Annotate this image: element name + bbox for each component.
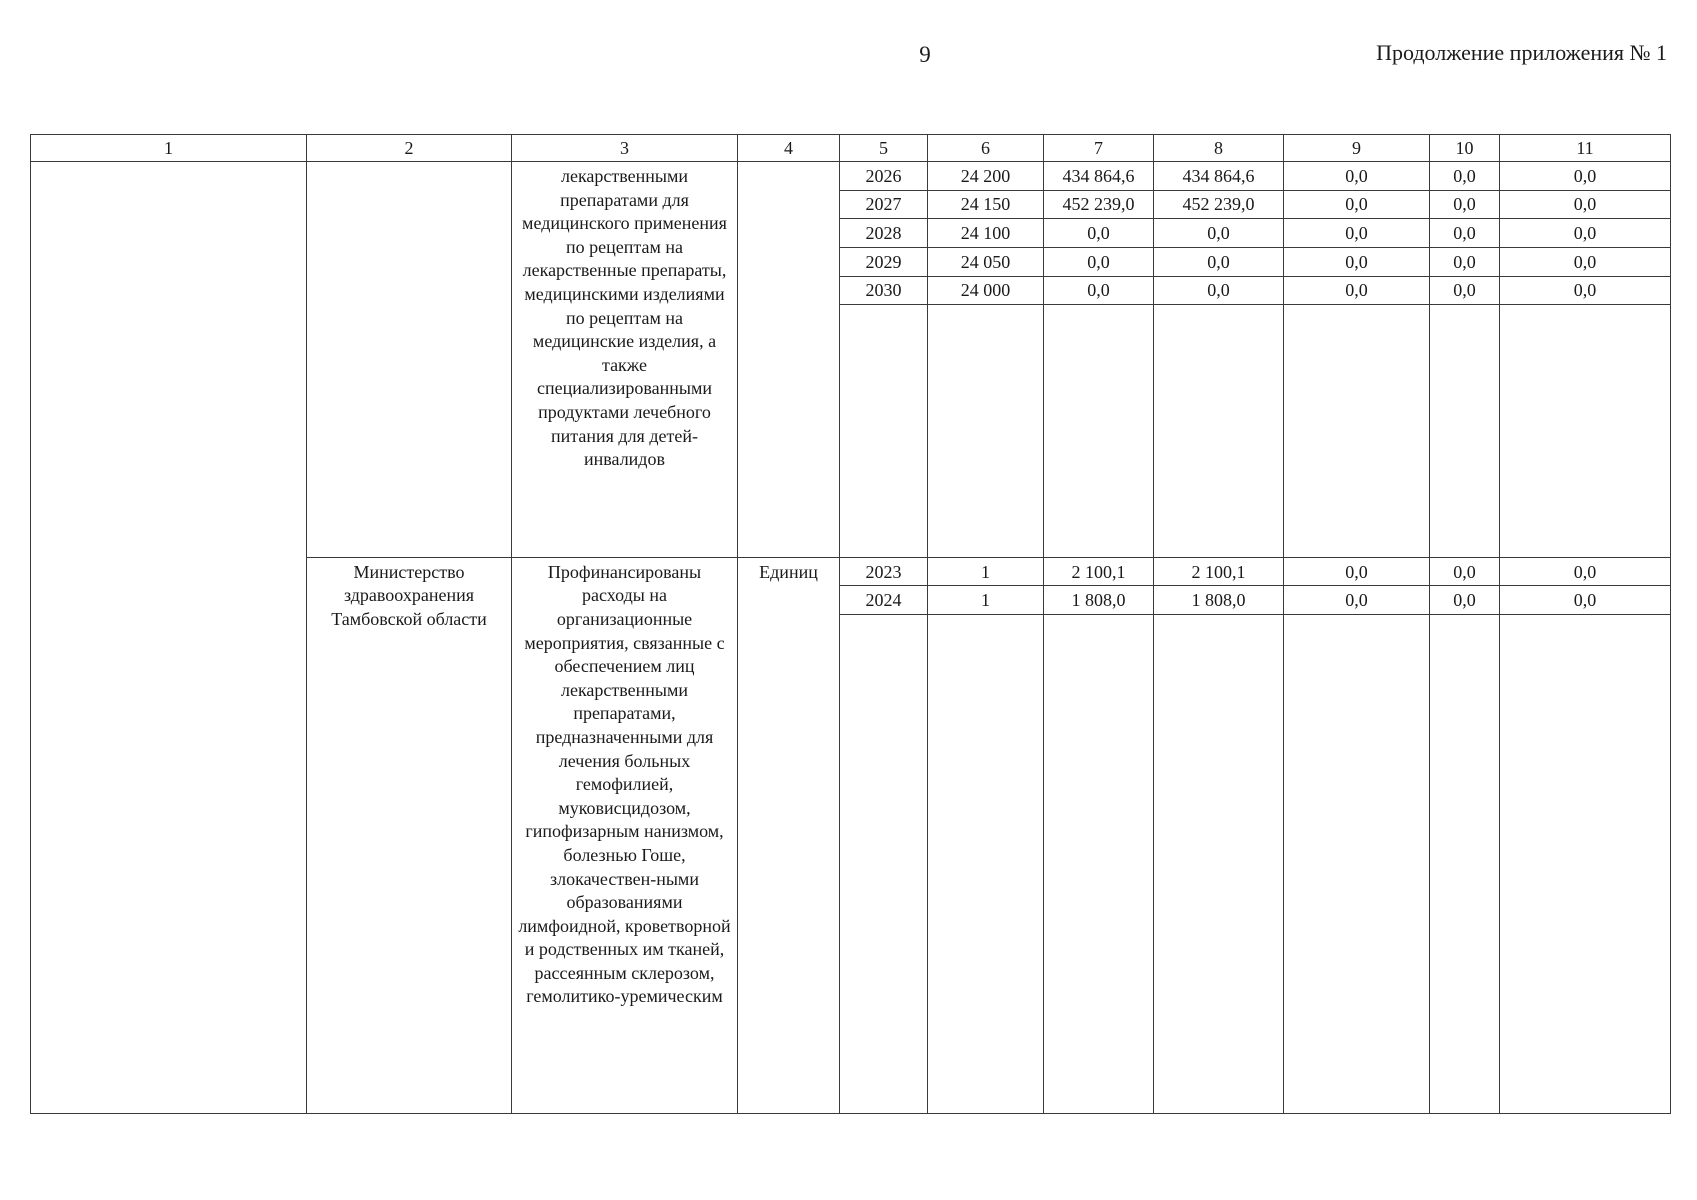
value-cell: 0,0 <box>1500 276 1671 305</box>
empty-cell <box>1500 615 1671 1114</box>
value-cell: 2 100,1 <box>1044 557 1154 586</box>
value-cell: 1 <box>928 586 1044 615</box>
value-cell: 0,0 <box>1044 276 1154 305</box>
column-header: 6 <box>928 135 1044 162</box>
value-cell: 0,0 <box>1500 586 1671 615</box>
value-cell: 0,0 <box>1500 190 1671 219</box>
value-cell: 24 150 <box>928 190 1044 219</box>
value-cell: 434 864,6 <box>1154 162 1284 191</box>
value-cell: 0,0 <box>1430 247 1500 276</box>
value-cell: 24 050 <box>928 247 1044 276</box>
column-header: 8 <box>1154 135 1284 162</box>
column-header: 2 <box>307 135 512 162</box>
year-cell: 2029 <box>840 247 928 276</box>
column-header: 10 <box>1430 135 1500 162</box>
empty-cell <box>1430 615 1500 1114</box>
header-row <box>31 135 1671 162</box>
value-cell: 0,0 <box>1154 247 1284 276</box>
empty-cell <box>1284 615 1430 1114</box>
value-cell: 0,0 <box>1154 219 1284 248</box>
value-cell: 0,0 <box>1284 276 1430 305</box>
column-header: 3 <box>512 135 738 162</box>
unit-cell: Единиц <box>738 557 840 1113</box>
column-header: 7 <box>1044 135 1154 162</box>
value-cell: 1 808,0 <box>1154 586 1284 615</box>
indicator-description: Профинансированы расходы на организационные мероприятия, связанные с обеспечением лиц лекарственными препаратами, предназначенными для лечения больных гемофилией, муковисцидозом, гипофизарным нанизмом, болезнью Гоше, злокачествен-ными образованиями лимфоидной, кроветворной и родственных им тканей, рассеянным склерозом, гемолитико-уремическим <box>512 557 738 1113</box>
responsible-executor: Министерство здравоохранения Тамбовской области <box>307 557 512 1113</box>
empty-cell <box>928 305 1044 558</box>
value-cell: 0,0 <box>1284 190 1430 219</box>
empty-cell <box>928 615 1044 1114</box>
value-cell: 24 100 <box>928 219 1044 248</box>
empty-cell <box>1154 615 1284 1114</box>
table-row <box>31 162 1671 191</box>
column-header: 11 <box>1500 135 1671 162</box>
value-cell: 0,0 <box>1284 219 1430 248</box>
empty-cell <box>1284 305 1430 558</box>
indicator-description: лекарственными препаратами для медицинского применения по рецептам на лекарственные препараты, медицинскими изделиями по рецептам на медицинские изделия, а также специализированными продуктами лечебного питания для детей-инвалидов <box>512 162 738 558</box>
value-cell: 0,0 <box>1044 247 1154 276</box>
empty-cell <box>1044 615 1154 1114</box>
empty-cell <box>1044 305 1154 558</box>
value-cell: 2 100,1 <box>1154 557 1284 586</box>
value-cell: 0,0 <box>1500 162 1671 191</box>
value-cell: 24 000 <box>928 276 1044 305</box>
col2-cell <box>307 162 512 558</box>
value-cell: 0,0 <box>1430 219 1500 248</box>
column-header: 9 <box>1284 135 1430 162</box>
empty-cell <box>1154 305 1284 558</box>
value-cell: 0,0 <box>1284 586 1430 615</box>
value-cell: 434 864,6 <box>1044 162 1154 191</box>
year-cell: 2027 <box>840 190 928 219</box>
data-table <box>30 134 1671 1114</box>
value-cell: 0,0 <box>1500 247 1671 276</box>
unit-cell <box>738 162 840 558</box>
value-cell: 0,0 <box>1500 557 1671 586</box>
page-number: 9 <box>919 42 931 67</box>
value-cell: 0,0 <box>1430 557 1500 586</box>
empty-cell <box>1430 305 1500 558</box>
column-header: 5 <box>840 135 928 162</box>
value-cell: 0,0 <box>1044 219 1154 248</box>
value-cell: 0,0 <box>1500 219 1671 248</box>
year-cell: 2024 <box>840 586 928 615</box>
year-cell: 2028 <box>840 219 928 248</box>
value-cell: 0,0 <box>1154 276 1284 305</box>
value-cell: 24 200 <box>928 162 1044 191</box>
value-cell: 0,0 <box>1430 190 1500 219</box>
year-cell: 2026 <box>840 162 928 191</box>
value-cell: 452 239,0 <box>1154 190 1284 219</box>
value-cell: 0,0 <box>1430 162 1500 191</box>
value-cell: 452 239,0 <box>1044 190 1154 219</box>
col1-cell <box>31 162 307 1114</box>
value-cell: 0,0 <box>1284 557 1430 586</box>
value-cell: 0,0 <box>1430 586 1500 615</box>
year-cell: 2023 <box>840 557 928 586</box>
year-cell: 2030 <box>840 276 928 305</box>
annex-caption: Продолжение приложения № 1 <box>1376 40 1667 65</box>
value-cell: 0,0 <box>1284 247 1430 276</box>
value-cell: 0,0 <box>1284 162 1430 191</box>
value-cell: 1 <box>928 557 1044 586</box>
value-cell: 1 808,0 <box>1044 586 1154 615</box>
empty-cell <box>1500 305 1671 558</box>
column-header: 1 <box>31 135 307 162</box>
empty-cell <box>840 615 928 1114</box>
column-header: 4 <box>738 135 840 162</box>
value-cell: 0,0 <box>1430 276 1500 305</box>
empty-cell <box>840 305 928 558</box>
